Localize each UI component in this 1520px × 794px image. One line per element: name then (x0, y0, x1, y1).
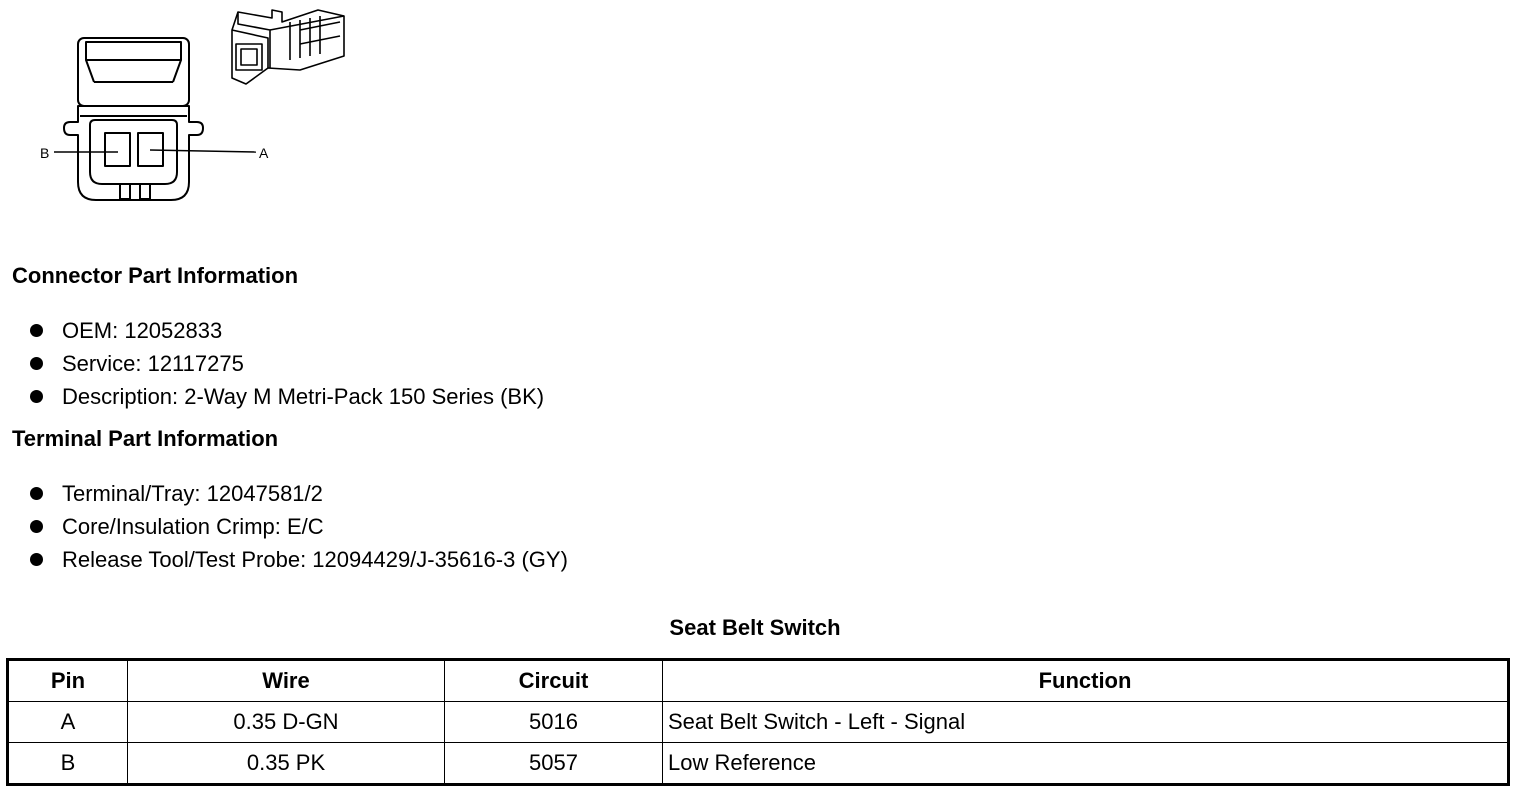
terminal-info-heading: Terminal Part Information (12, 426, 279, 451)
header-circuit: Circuit (445, 660, 663, 702)
cavity-b (105, 133, 130, 166)
header-function: Function (663, 660, 1509, 702)
connector-isometric (232, 10, 344, 84)
connector-service-text: Service: 12117275 (62, 351, 244, 376)
table-header-row (8, 660, 1509, 702)
connector-description-text: Description: 2-Way M Metri-Pack 150 Series (BK) (62, 384, 545, 409)
connector-oem-text: OEM: 12052833 (62, 318, 223, 343)
crimp-text: Core/Insulation Crimp: E/C (62, 514, 324, 539)
cell-function: Seat Belt Switch - Left - Signal (663, 702, 1509, 743)
cell-pin: A (8, 702, 128, 743)
table-title: Seat Belt Switch (669, 615, 841, 640)
cell-wire: 0.35 PK (128, 743, 445, 785)
release-tool-text: Release Tool/Test Probe: 12094429/J-35616-3 (GY) (62, 547, 568, 572)
table-row (8, 743, 1509, 785)
header-wire: Wire (128, 660, 445, 702)
header-pin: Pin (8, 660, 128, 702)
connector-diagram (0, 0, 380, 220)
pin-label-b: B (40, 145, 50, 161)
terminal-info-list (0, 477, 568, 576)
cell-wire: 0.35 D-GN (128, 702, 445, 743)
pin-label-a: A (259, 145, 269, 161)
list-item (0, 347, 544, 380)
list-item (0, 510, 568, 543)
bullet-icon (30, 324, 43, 337)
connector-info-heading: Connector Part Information (12, 263, 299, 288)
table-row (8, 702, 1509, 743)
bullet-icon (30, 553, 43, 566)
terminal-tray-text: Terminal/Tray: 12047581/2 (62, 481, 323, 506)
cell-circuit: 5016 (445, 702, 663, 743)
bullet-icon (30, 487, 43, 500)
list-item (0, 543, 568, 576)
bullet-icon (30, 357, 43, 370)
connector-info-list (0, 314, 544, 413)
cell-pin: B (8, 743, 128, 785)
bullet-icon (30, 390, 43, 403)
list-item (0, 477, 568, 510)
cell-function: Low Reference (663, 743, 1509, 785)
cell-circuit: 5057 (445, 743, 663, 785)
list-item (0, 380, 544, 413)
bullet-icon (30, 520, 43, 533)
connector-face-drawing (0, 0, 380, 220)
pinout-table (6, 658, 1510, 786)
list-item (0, 314, 544, 347)
connector-latch-housing (78, 38, 189, 106)
connector-latch-top (86, 42, 181, 60)
